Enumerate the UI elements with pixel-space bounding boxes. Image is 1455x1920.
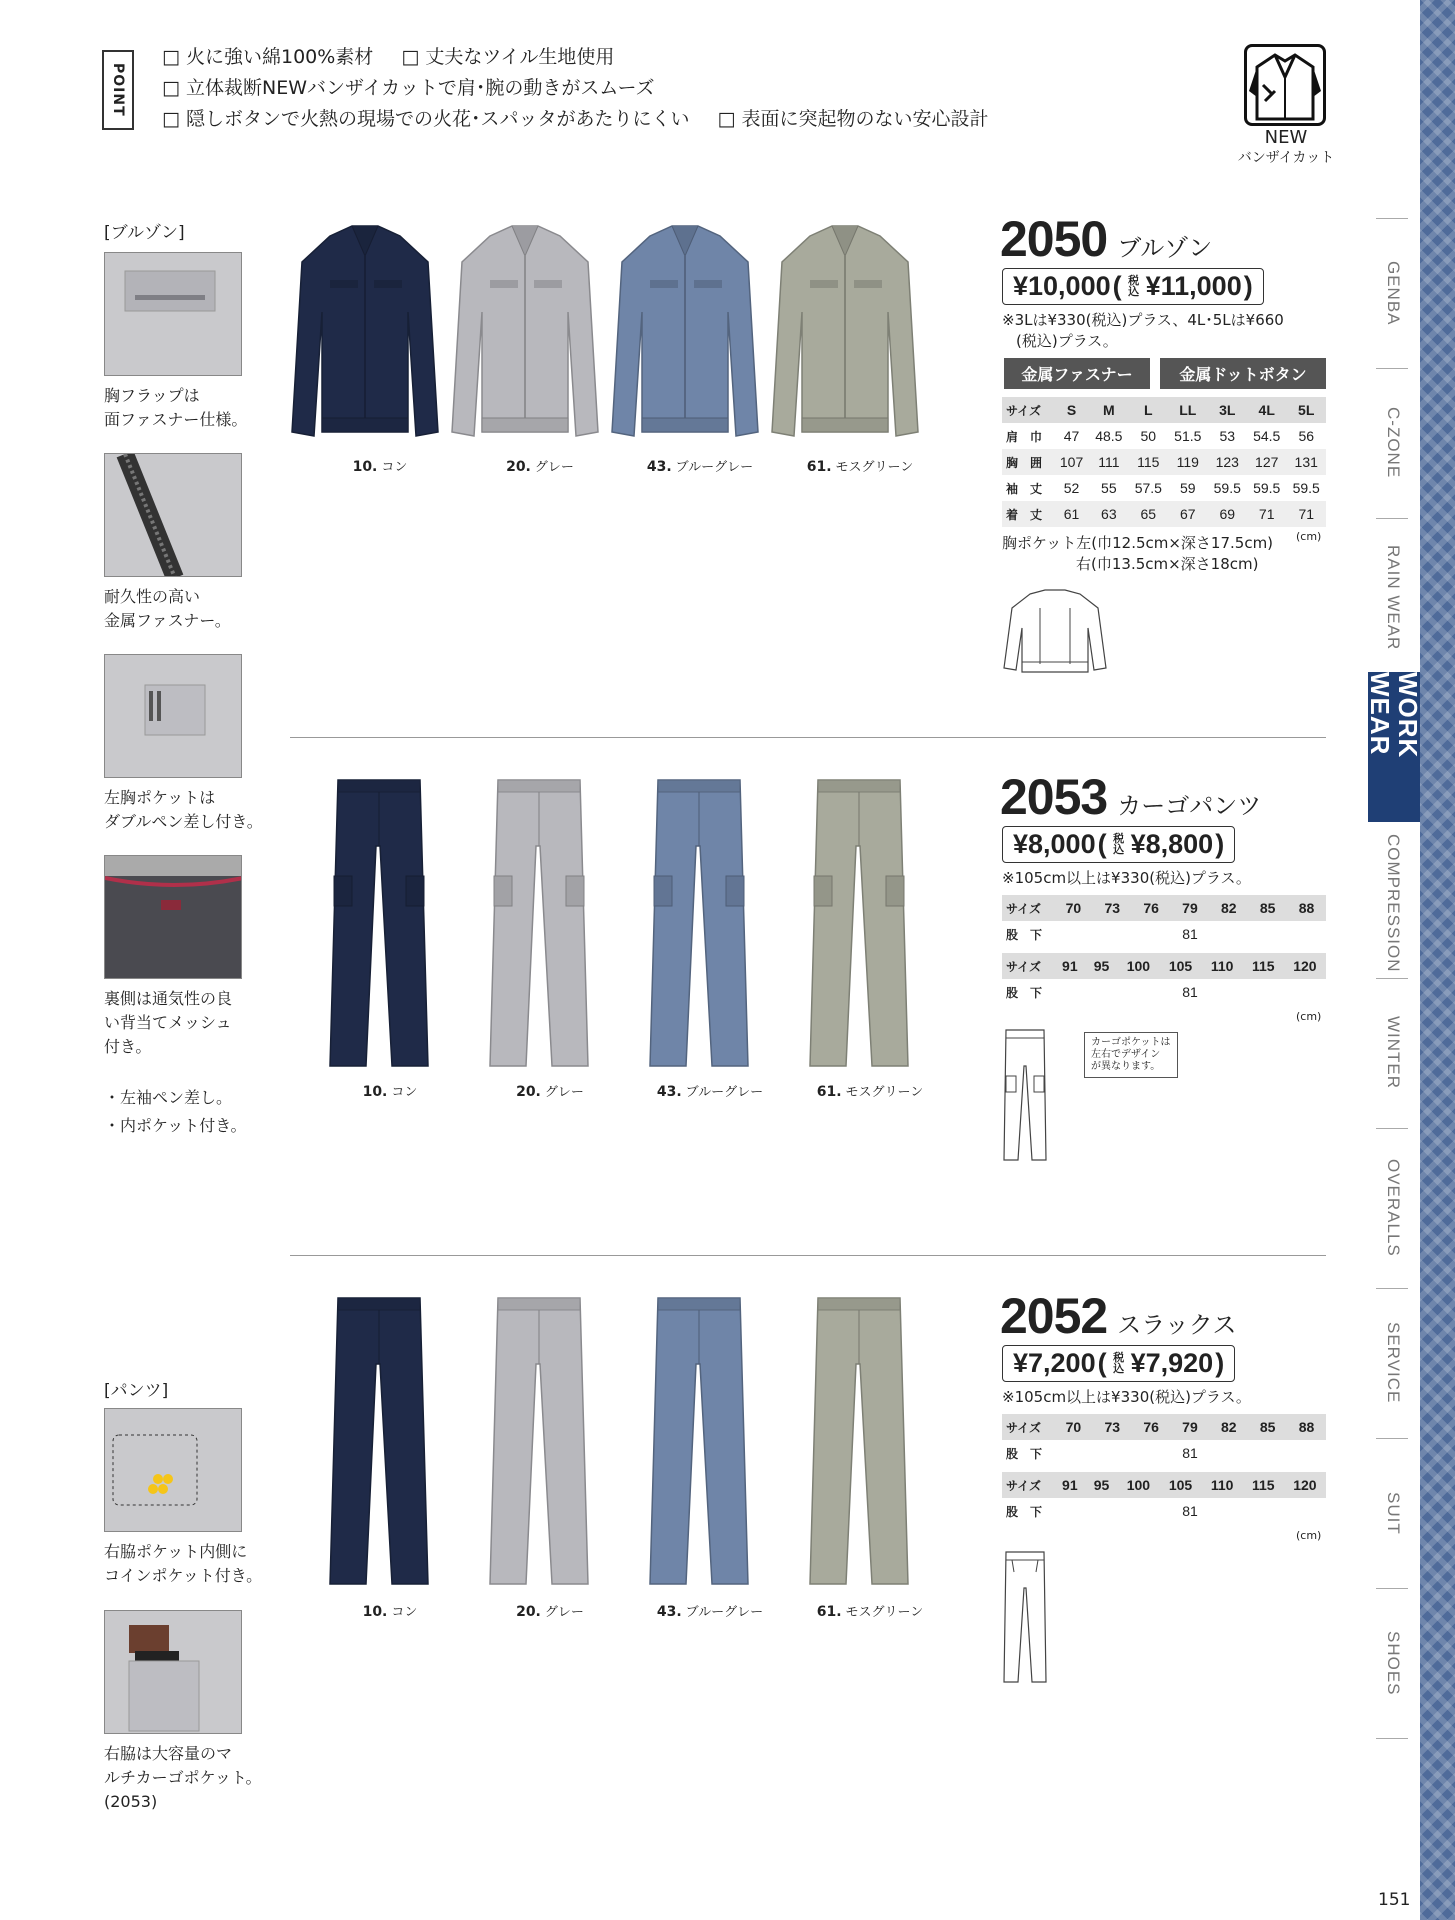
detail-photo-chest-pocket xyxy=(104,654,242,778)
tab-divider xyxy=(1376,1128,1408,1129)
pants-color-2 xyxy=(650,1298,748,1584)
point-tag: POINT xyxy=(102,50,134,130)
color-caption: 10. コン xyxy=(352,459,408,475)
blouson-color-3 xyxy=(772,226,918,436)
color-caption: 20. グレー xyxy=(506,459,574,475)
product-2052-note: ※105cm以上は¥330(税込)プラス。 xyxy=(1002,1388,1251,1406)
color-caption: 61. モスグリーン xyxy=(816,1084,924,1100)
detail-caption: 左胸ポケットは ダブルペン差し付き。 xyxy=(104,788,263,831)
blouson-chest-flap xyxy=(330,280,358,288)
size-table-2052-a xyxy=(1002,1414,1326,1466)
pants-section-label: [パンツ] xyxy=(104,1381,169,1401)
tab-rain-wear[interactable]: RAIN WEAR xyxy=(1384,545,1403,651)
pants-waistband xyxy=(658,1298,740,1310)
blouson-back-sketch xyxy=(1000,588,1110,684)
color-caption: 43. ブルーグレー xyxy=(646,459,754,475)
tab-shoes[interactable]: SHOES xyxy=(1384,1630,1403,1696)
tab-divider xyxy=(1376,1588,1408,1589)
point-item: □ 隠しボタンで火熱の現場での火花･スパッタがあたりにくい xyxy=(162,108,690,130)
pants-cargo-pocket xyxy=(886,876,904,906)
tab-genba[interactable]: GENBA xyxy=(1384,260,1403,326)
blouson-chest-flap xyxy=(374,280,402,288)
table-row: 肩 巾 47 48.5 50 51.5 53 54.5 56 xyxy=(1006,428,1315,444)
blouson-waistband xyxy=(802,418,888,432)
pants-waistband xyxy=(498,780,580,792)
product-2053-price: ¥8,000 ( 税込 ¥8,800 ) xyxy=(1002,826,1235,863)
blouson-chest-flap xyxy=(490,280,518,288)
pants-waistband xyxy=(498,1298,580,1310)
blouson-waistband xyxy=(642,418,728,432)
pants-cargo-pocket xyxy=(726,876,744,906)
blouson-waistband xyxy=(482,418,568,432)
blouson-color-0 xyxy=(292,226,438,436)
product-2053-note: ※105cm以上は¥330(税込)プラス。 xyxy=(1002,869,1251,887)
detail-caption: 右脇ポケット内側に コインポケット付き。 xyxy=(104,1542,263,1585)
unit-label: (cm) xyxy=(1296,1010,1322,1023)
page-number: 151 xyxy=(1378,1890,1411,1910)
detail-caption: 右脇は大容量のマ ルチカーゴポケット。 (2053) xyxy=(104,1744,262,1811)
pants-color-0 xyxy=(330,780,428,1066)
color-caption: 20. グレー xyxy=(516,1084,584,1100)
tab-service[interactable]: SERVICE xyxy=(1384,1322,1403,1404)
cargo-pants-photo xyxy=(290,776,970,1080)
table-header-row: サイズ 91 95 100 105 110 115 120 xyxy=(1002,953,1326,979)
size-table-2053-a xyxy=(1002,895,1326,947)
feature-badge-metal-button: 金属ドットボタン xyxy=(1160,358,1326,389)
point-item: □ 丈夫なツイル生地使用 xyxy=(401,46,615,68)
unit-label: (cm) xyxy=(1296,530,1322,543)
detail-caption: 裏側は通気性の良 い背当てメッシュ 付き。 xyxy=(104,989,233,1056)
product-2050-title: 2050 ブルゾン xyxy=(1000,211,1213,267)
blouson-chest-flap xyxy=(854,280,882,288)
table-row: 胸 囲 107 111 115 119 123 127 131 xyxy=(1002,449,1326,475)
tab-divider xyxy=(1376,1288,1408,1289)
detail-photo-chest-flap xyxy=(104,252,242,376)
tab-divider xyxy=(1376,1738,1408,1739)
point-row xyxy=(162,104,1011,135)
detail-caption: 耐久性の高い 金属ファスナー。 xyxy=(104,587,231,630)
pants-cargo-pocket xyxy=(406,876,424,906)
cargo-pants-sketch xyxy=(1000,1026,1050,1168)
color-caption: 43. ブルーグレー xyxy=(656,1084,764,1100)
feature-bullets: ・左袖ペン差し。 ・内ポケット付き。 xyxy=(104,1088,247,1135)
detail-photo-mesh xyxy=(104,855,242,979)
size-table-2050 xyxy=(1002,397,1326,527)
blouson-chest-flap xyxy=(650,280,678,288)
blouson-color-2 xyxy=(612,226,758,436)
table-header-row: サイズ S M L LL 3L 4L 5L xyxy=(1002,397,1326,423)
pocket-spec-right: 右(巾13.5cm×深さ18cm) xyxy=(1076,555,1259,573)
tab-work-wear[interactable]: WORK WEAR xyxy=(1368,672,1420,822)
product-2052-price: ¥7,200 ( 税込 ¥7,920 ) xyxy=(1002,1345,1235,1382)
size-table-2052-b xyxy=(1002,1472,1326,1524)
table-row: 股 下 81 xyxy=(1006,984,1198,1000)
product-2052-title: 2052 スラックス xyxy=(1000,1288,1237,1344)
pants-color-2 xyxy=(650,780,748,1066)
color-caption: 61. モスグリーン xyxy=(806,459,914,475)
tab-divider xyxy=(1376,518,1408,519)
tab-suit[interactable]: SUIT xyxy=(1384,1491,1403,1535)
point-row xyxy=(162,73,1011,104)
unit-label: (cm) xyxy=(1296,1529,1322,1542)
slacks-sketch xyxy=(1000,1548,1050,1690)
tab-divider xyxy=(1376,978,1408,979)
detail-photo-zipper xyxy=(104,453,242,577)
slacks-photo xyxy=(290,1294,970,1598)
detail-caption: 胸フラップは 面ファスナー仕様。 xyxy=(104,386,248,429)
table-row: 股 下 81 xyxy=(1006,926,1198,942)
pants-color-0 xyxy=(330,1298,428,1584)
new-label: NEW バンザイカット xyxy=(1237,127,1335,166)
color-caption: 61. モスグリーン xyxy=(816,1604,924,1620)
pants-color-3 xyxy=(810,1298,908,1584)
tab-divider xyxy=(1376,1438,1408,1439)
detail-photo-coin-pocket xyxy=(104,1408,242,1532)
pants-waistband xyxy=(338,780,420,792)
blouson-chest-flap xyxy=(694,280,722,288)
section-divider xyxy=(290,737,1326,738)
table-row: 袖 丈 52 55 57.5 59 59.5 59.5 59.5 xyxy=(1006,480,1320,496)
point-row xyxy=(162,42,1011,73)
detail-photo-cargo-pocket xyxy=(104,1610,242,1734)
table-header-row: サイズ 70 73 76 79 82 85 88 xyxy=(1002,1414,1326,1440)
color-caption: 10. コン xyxy=(362,1604,418,1620)
pants-cargo-pocket xyxy=(566,876,584,906)
pants-waistband xyxy=(818,1298,900,1310)
color-caption: 43. ブルーグレー xyxy=(656,1604,764,1620)
pants-cargo-pocket xyxy=(654,876,672,906)
blouson-color-1 xyxy=(452,226,598,436)
cargo-pocket-note: カーゴポケットは 左右でデザイン が異なります。 xyxy=(1084,1032,1178,1078)
blouson-photo xyxy=(290,222,970,456)
tab-winter[interactable]: WINTER xyxy=(1384,1016,1403,1090)
product-2050-price: ¥10,000 ( 税込 ¥11,000 ) xyxy=(1002,268,1264,305)
table-header-row: サイズ 70 73 76 79 82 85 88 xyxy=(1002,895,1326,921)
table-header-row: サイズ 91 95 100 105 110 115 120 xyxy=(1002,1472,1326,1498)
color-caption: 20. グレー xyxy=(516,1604,584,1620)
pants-color-1 xyxy=(490,780,588,1066)
tab-c-zone[interactable]: C-ZONE xyxy=(1384,407,1403,479)
size-table-2053-b xyxy=(1002,953,1326,1005)
product-2053-title: 2053 カーゴパンツ xyxy=(1000,769,1262,825)
blouson-chest-flap xyxy=(810,280,838,288)
table-row: 股 下 81 xyxy=(1006,1503,1198,1519)
table-row: 着 丈 61 63 65 67 69 71 71 xyxy=(1002,501,1326,527)
tab-divider xyxy=(1376,368,1408,369)
pants-waistband xyxy=(818,780,900,792)
pants-color-3 xyxy=(810,780,908,1066)
feature-badge-metal-zipper: 金属ファスナー xyxy=(1004,358,1150,389)
pants-cargo-pocket xyxy=(494,876,512,906)
tab-divider xyxy=(1376,218,1408,219)
point-list xyxy=(162,42,1011,135)
pants-cargo-pocket xyxy=(334,876,352,906)
tab-compression[interactable]: COMPRESSION xyxy=(1384,833,1403,973)
blouson-waistband xyxy=(322,418,408,432)
tab-overalls[interactable]: OVERALLS xyxy=(1384,1159,1403,1257)
point-item: □ 火に強い綿100%素材 xyxy=(162,46,374,68)
product-2050-note: ※3Lは¥330(税込)プラス、4L･5Lは¥660 (税込)プラス。 xyxy=(1002,311,1284,350)
blouson-section-label: [ブルゾン] xyxy=(104,223,185,243)
pants-waistband xyxy=(338,1298,420,1310)
pants-color-1 xyxy=(490,1298,588,1584)
pants-waistband xyxy=(658,780,740,792)
pocket-spec-left: 胸ポケット左(巾12.5cm×深さ17.5cm) xyxy=(1002,534,1274,552)
pants-cargo-pocket xyxy=(814,876,832,906)
section-divider xyxy=(290,1255,1326,1256)
table-row: 股 下 81 xyxy=(1006,1445,1198,1461)
point-item: □ 表面に突起物のない安心設計 xyxy=(717,108,989,130)
color-caption: 10. コン xyxy=(362,1084,418,1100)
point-item: □ 立体裁断NEWバンザイカットで肩･腕の動きがスムーズ xyxy=(162,77,655,99)
side-stripe xyxy=(1420,0,1455,1920)
banzai-cut-icon xyxy=(1244,44,1326,126)
blouson-chest-flap xyxy=(534,280,562,288)
